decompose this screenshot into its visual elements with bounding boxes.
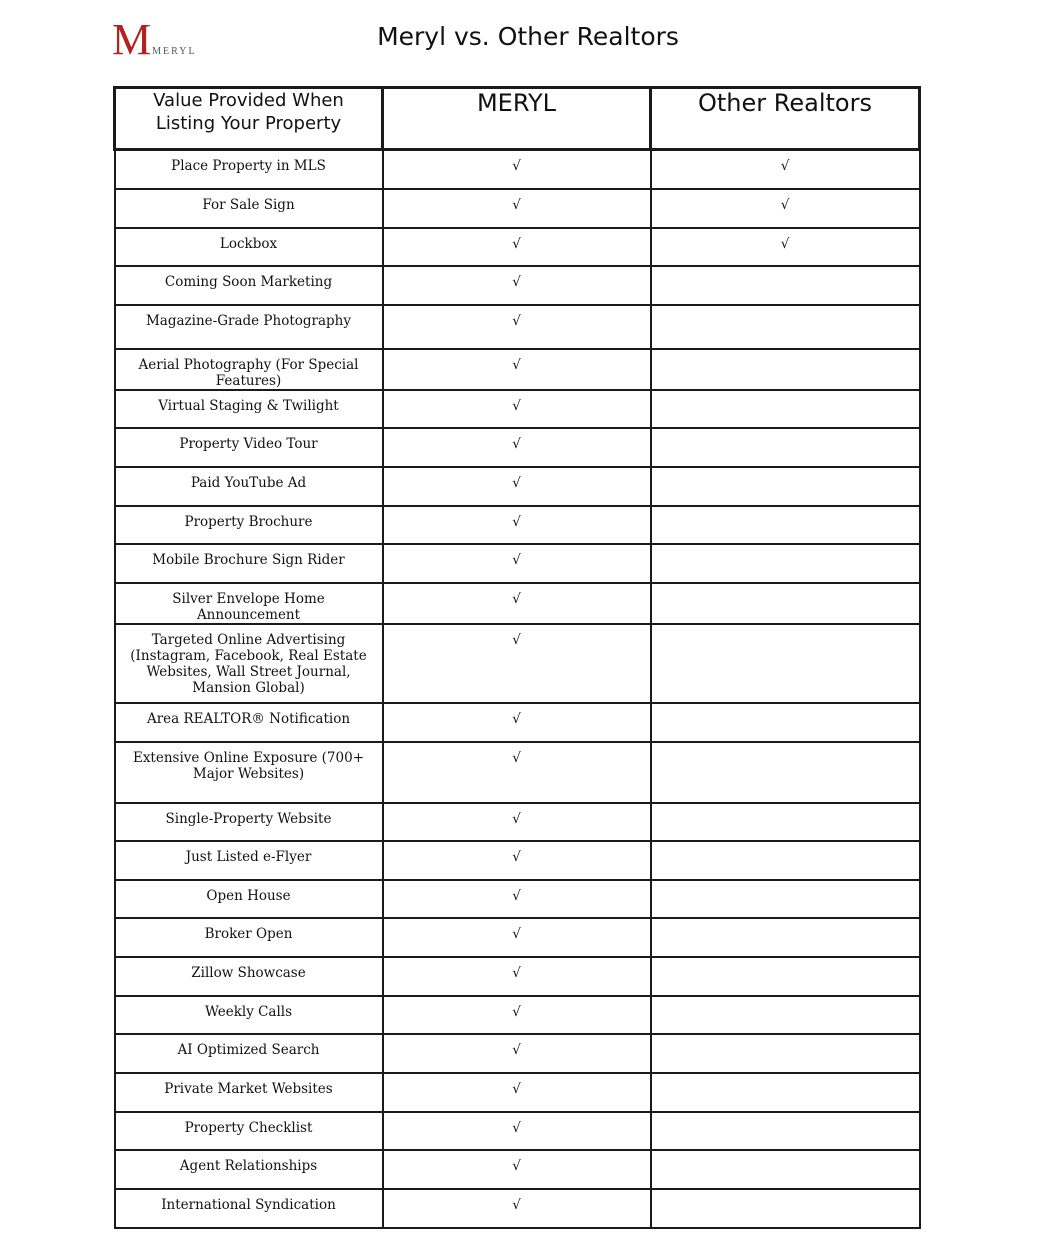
table-row: [115, 841, 920, 880]
meryl-check-mark: √: [383, 880, 651, 918]
table-row: [115, 544, 920, 583]
row-label: For Sale Sign: [115, 189, 383, 228]
row-label: Open House: [115, 880, 383, 918]
row-label: Single-Property Website: [115, 803, 383, 841]
meryl-check-mark: √: [383, 467, 651, 506]
table-row: [115, 583, 920, 624]
table-row: [115, 1150, 920, 1189]
table-row: [115, 742, 920, 803]
other-empty-cell: [651, 467, 920, 506]
row-label: Zillow Showcase: [115, 957, 383, 996]
row-label: Extensive Online Exposure (700+ Major Websites): [115, 742, 383, 803]
table-row: [115, 1189, 920, 1228]
header-meryl: MERYL: [383, 88, 651, 150]
other-empty-cell: [651, 1150, 920, 1189]
other-empty-cell: [651, 918, 920, 957]
meryl-check-mark: √: [383, 742, 651, 803]
other-empty-cell: [651, 703, 920, 742]
meryl-check-mark: √: [383, 428, 651, 467]
other-empty-cell: [651, 803, 920, 841]
table-row: [115, 957, 920, 996]
meryl-check-mark: √: [383, 189, 651, 228]
meryl-check-mark: √: [383, 803, 651, 841]
table-row: [115, 918, 920, 957]
table-row: [115, 150, 920, 189]
row-label: Mobile Brochure Sign Rider: [115, 544, 383, 583]
table-row: [115, 624, 920, 703]
table-row: [115, 880, 920, 918]
row-label: Targeted Online Advertising (Instagram, Facebook, Real Estate Websites, Wall Street Journal, Mansion Global): [115, 624, 383, 703]
table-row: [115, 266, 920, 305]
table-row: [115, 703, 920, 742]
row-label: Private Market Websites: [115, 1073, 383, 1112]
other-empty-cell: [651, 428, 920, 467]
table-row: [115, 996, 920, 1034]
table-row: [115, 305, 920, 349]
row-label: Aerial Photography (For Special Features): [115, 349, 383, 390]
other-empty-cell: [651, 266, 920, 305]
other-empty-cell: [651, 742, 920, 803]
other-empty-cell: [651, 996, 920, 1034]
header-value-provided: Value Provided When Listing Your Property: [115, 88, 383, 150]
meryl-check-mark: √: [383, 918, 651, 957]
other-empty-cell: [651, 1112, 920, 1150]
logo-mark: M: [112, 15, 152, 64]
other-empty-cell: [651, 1073, 920, 1112]
row-label: Property Video Tour: [115, 428, 383, 467]
meryl-check-mark: √: [383, 841, 651, 880]
table-row: [115, 349, 920, 390]
row-label: Magazine-Grade Photography: [115, 305, 383, 349]
comparison-rows: [115, 150, 920, 1228]
meryl-check-mark: √: [383, 544, 651, 583]
meryl-check-mark: √: [383, 390, 651, 428]
other-empty-cell: [651, 349, 920, 390]
meryl-check-mark: √: [383, 266, 651, 305]
meryl-check-mark: √: [383, 506, 651, 544]
other-check-mark: √: [651, 228, 920, 266]
meryl-check-mark: √: [383, 150, 651, 189]
row-label: Silver Envelope Home Announcement: [115, 583, 383, 624]
row-label: AI Optimized Search: [115, 1034, 383, 1073]
other-check-mark: √: [651, 150, 920, 189]
page-title: Meryl vs. Other Realtors: [377, 22, 679, 51]
table-row: [115, 390, 920, 428]
table-row: [115, 1073, 920, 1112]
meryl-check-mark: √: [383, 1034, 651, 1073]
table-row: [115, 803, 920, 841]
meryl-check-mark: √: [383, 1189, 651, 1228]
other-empty-cell: [651, 880, 920, 918]
other-empty-cell: [651, 624, 920, 703]
table-row: [115, 467, 920, 506]
row-label: Coming Soon Marketing: [115, 266, 383, 305]
meryl-check-mark: √: [383, 624, 651, 703]
logo-text: MERYL: [152, 46, 197, 57]
other-empty-cell: [651, 1189, 920, 1228]
row-label: Broker Open: [115, 918, 383, 957]
row-label: Place Property in MLS: [115, 150, 383, 189]
header-other-realtors: Other Realtors: [651, 88, 920, 150]
other-check-mark: √: [651, 189, 920, 228]
table-row: [115, 428, 920, 467]
row-label: Property Checklist: [115, 1112, 383, 1150]
meryl-check-mark: √: [383, 1150, 651, 1189]
row-label: International Syndication: [115, 1189, 383, 1228]
other-empty-cell: [651, 1034, 920, 1073]
meryl-check-mark: √: [383, 957, 651, 996]
table-row: [115, 506, 920, 544]
other-empty-cell: [651, 841, 920, 880]
row-label: Virtual Staging & Twilight: [115, 390, 383, 428]
row-label: Weekly Calls: [115, 996, 383, 1034]
comparison-table: [113, 86, 921, 1229]
meryl-check-mark: √: [383, 1073, 651, 1112]
table-row: [115, 228, 920, 266]
header-row: [115, 88, 920, 150]
meryl-check-mark: √: [383, 996, 651, 1034]
meryl-check-mark: √: [383, 703, 651, 742]
other-empty-cell: [651, 957, 920, 996]
meryl-check-mark: √: [383, 305, 651, 349]
meryl-check-mark: √: [383, 349, 651, 390]
row-label: Area REALTOR® Notification: [115, 703, 383, 742]
other-empty-cell: [651, 305, 920, 349]
table-row: [115, 1112, 920, 1150]
row-label: Property Brochure: [115, 506, 383, 544]
row-label: Just Listed e-Flyer: [115, 841, 383, 880]
row-label: Agent Relationships: [115, 1150, 383, 1189]
row-label: Lockbox: [115, 228, 383, 266]
other-empty-cell: [651, 506, 920, 544]
other-empty-cell: [651, 544, 920, 583]
table-row: [115, 189, 920, 228]
row-label: Paid YouTube Ad: [115, 467, 383, 506]
meryl-check-mark: √: [383, 228, 651, 266]
meryl-check-mark: √: [383, 1112, 651, 1150]
meryl-check-mark: √: [383, 583, 651, 624]
table-row: [115, 1034, 920, 1073]
other-empty-cell: [651, 583, 920, 624]
other-empty-cell: [651, 390, 920, 428]
